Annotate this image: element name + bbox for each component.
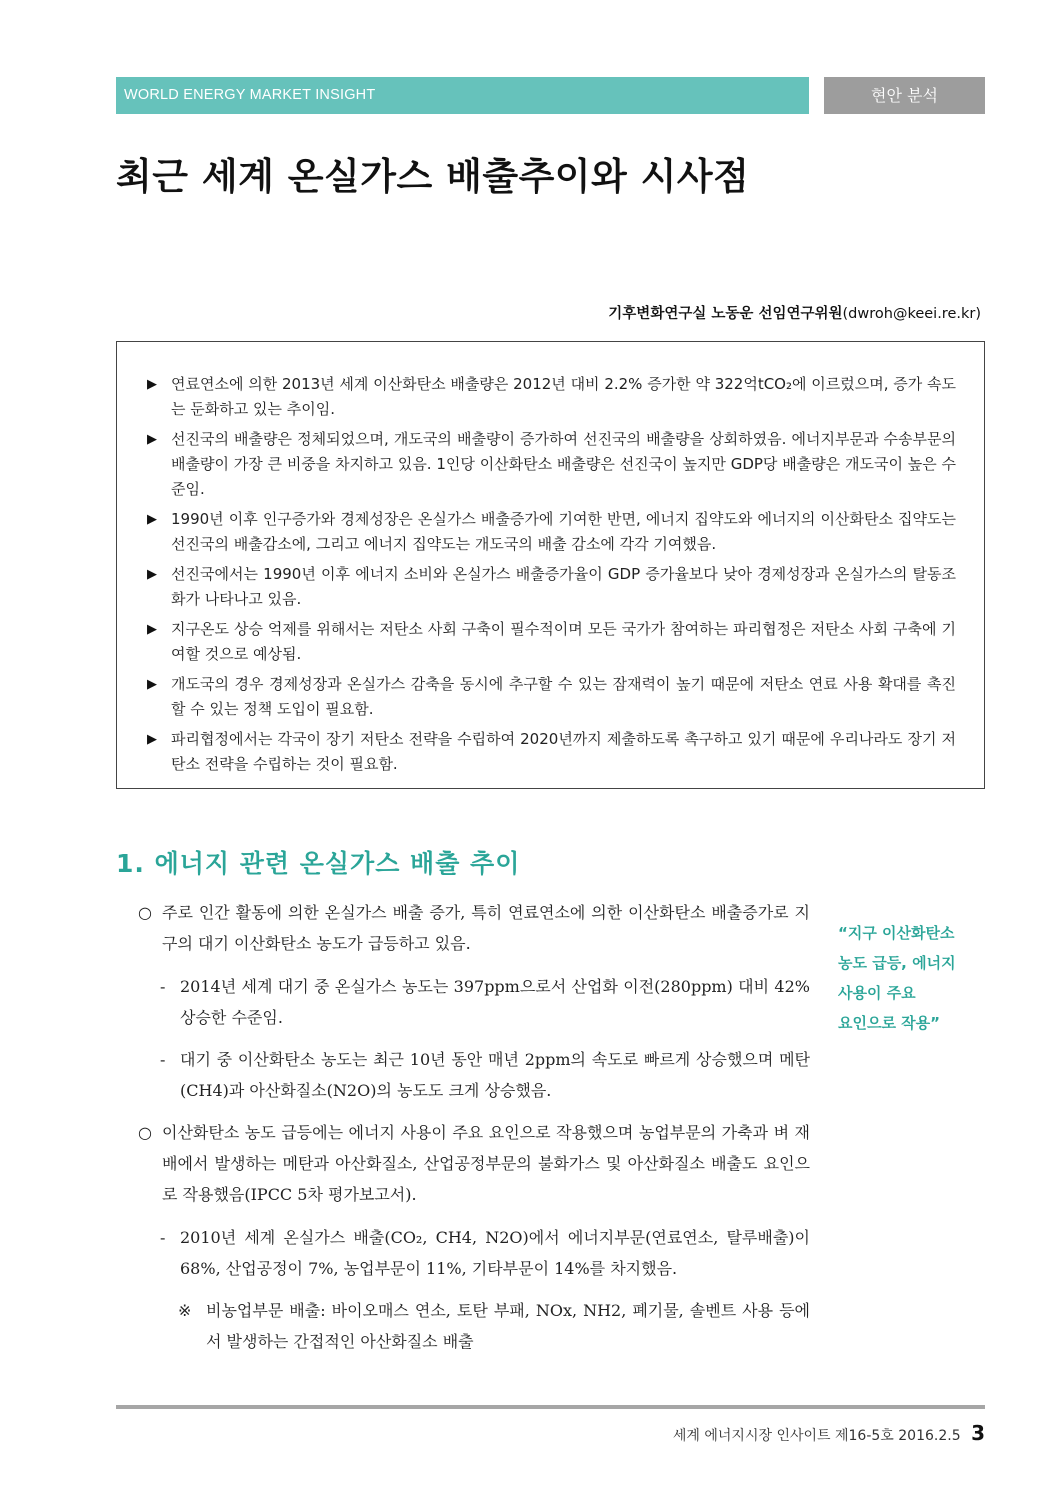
sub-paragraph (138, 1044, 810, 1106)
paragraph-text: 주로 인간 활동에 의한 온실가스 배출 증가, 특히 연료연소에 의한 이산화탄소 배출증가로 지구의 대기 이산화탄소 농도가 급등하고 있음. (162, 903, 810, 953)
summary-item (145, 372, 956, 422)
sidebar-pull-quote (838, 918, 988, 1038)
triangle-bullet-icon: ▶ (147, 512, 157, 527)
summary-item (145, 427, 956, 502)
sub-paragraph-text: 2014년 세계 대기 중 온실가스 농도는 397ppm으로서 산업화 이전(280ppm) 대비 42% 상승한 수준임. (180, 977, 810, 1027)
summary-list (145, 372, 956, 777)
triangle-bullet-icon: ▶ (147, 432, 157, 447)
pull-quote-line: 요인으로 작용” (838, 1014, 941, 1032)
sub-paragraph-text: 대기 중 이산화탄소 농도는 최근 10년 동안 매년 2ppm의 속도로 빠르게 상승했으며 메탄(CH4)과 아산화질소(N2O)의 농도도 크게 상승했음. (180, 1050, 810, 1100)
dash-bullet-icon: - (160, 1228, 166, 1247)
summary-item (145, 672, 956, 722)
section-tag-label: 현안 분석 (871, 86, 938, 105)
body-paragraph (138, 897, 810, 959)
summary-item (145, 727, 956, 777)
page-number: 3 (971, 1421, 985, 1445)
body-paragraph (138, 1117, 810, 1210)
sub-paragraph (138, 971, 810, 1033)
issue-info: 제16-5호 2016.2.5 (835, 1428, 961, 1444)
page-footer (673, 1421, 985, 1445)
summary-item-text: 1990년 이후 인구증가와 경제성장은 온실가스 배출증가에 기여한 반면, 에너지 집약도와 에너지의 이산화탄소 집약도는 선진국의 배출감소에, 그리고 에너지 집약도는 개도국의 배출 감소에 각각 기여했음. (171, 510, 956, 553)
circle-bullet-icon: ○ (138, 1123, 152, 1142)
summary-item (145, 507, 956, 557)
note-paragraph (138, 1295, 810, 1357)
summary-item-text: 지구온도 상승 억제를 위해서는 저탄소 사회 구축이 필수적이며 모든 국가가 참여하는 파리협정은 저탄소 사회 구축에 기여할 것으로 예상됨. (171, 620, 956, 663)
footer-divider (116, 1405, 985, 1409)
publication-name: 세계 에너지시장 인사이트 (672, 1428, 831, 1444)
author-name: 기후변화연구실 노동운 선임연구위원 (608, 306, 843, 322)
author-email: (dwroh@keei.re.kr) (842, 306, 981, 322)
triangle-bullet-icon: ▶ (147, 732, 157, 747)
summary-item-text: 파리협정에서는 각국이 장기 저탄소 전략을 수립하여 2020년까지 제출하도록 촉구하고 있기 때문에 우리나라도 장기 저탄소 전략을 수립하는 것이 필요함. (171, 730, 956, 773)
triangle-bullet-icon: ▶ (147, 677, 157, 692)
circle-bullet-icon: ○ (138, 903, 152, 922)
dash-bullet-icon: - (160, 1050, 166, 1069)
pull-quote-line: 농도 급등, 에너지 (838, 954, 956, 972)
body-column (138, 897, 810, 1357)
summary-item-text: 선진국에서는 1990년 이후 에너지 소비와 온실가스 배출증가율이 GDP 증가율보다 낮아 경제성장과 온실가스의 탈동조화가 나타나고 있음. (171, 565, 956, 608)
pull-quote-line: 사용이 주요 (838, 984, 916, 1002)
summary-item-text: 선진국의 배출량은 정체되었으며, 개도국의 배출량이 증가하여 선진국의 배출량을 상회하였음. 에너지부문과 수송부문의 배출량이 가장 큰 비중을 차지하고 있음. 1인당 이산화탄소 배출량은 선진국이 높지만 GDP당 배출량은 개도국이 높은 수준임. (171, 430, 956, 498)
dash-bullet-icon: - (160, 977, 166, 996)
triangle-bullet-icon: ▶ (147, 377, 157, 392)
summary-box (116, 341, 985, 789)
triangle-bullet-icon: ▶ (147, 622, 157, 637)
series-title: WORLD ENERGY MARKET INSIGHT (124, 87, 376, 103)
summary-item-text: 개도국의 경우 경제성장과 온실가스 감축을 동시에 추구할 수 있는 잠재력이 높기 때문에 저탄소 연료 사용 확대를 촉진할 수 있는 정책 도입이 필요함. (171, 675, 956, 718)
summary-item (145, 617, 956, 667)
note-text: 비농업부문 배출: 바이오매스 연소, 토탄 부패, NOx, NH2, 폐기물, 솔벤트 사용 등에서 발생하는 간접적인 아산화질소 배출 (206, 1301, 810, 1351)
summary-item-text: 연료연소에 의한 2013년 세계 이산화탄소 배출량은 2012년 대비 2.2% 증가한 약 322억tCO₂에 이르렀으며, 증가 속도는 둔화하고 있는 추이임. (171, 375, 956, 418)
sub-paragraph-text: 2010년 세계 온실가스 배출(CO₂, CH4, N2O)에서 에너지부문(연료연소, 탈루배출)이 68%, 산업공정이 7%, 농업부문이 11%, 기타부문이 14%를 차지했음. (180, 1228, 810, 1278)
triangle-bullet-icon: ▶ (147, 567, 157, 582)
pull-quote-line: “지구 이산화탄소 (838, 924, 955, 942)
sub-paragraph (138, 1222, 810, 1284)
article-title: 최근 세계 온실가스 배출추이와 시사점 (116, 155, 750, 198)
reference-mark-icon: ※ (178, 1301, 192, 1320)
paragraph-text: 이산화탄소 농도 급등에는 에너지 사용이 주요 요인으로 작용했으며 농업부문의 가축과 벼 재배에서 발생하는 메탄과 아산화질소, 산업공정부문의 불화가스 및 아산화질소 배출도 요인으로 작용했음(IPCC 5차 평가보고서). (162, 1123, 810, 1204)
section-tag (824, 77, 985, 114)
author-line (608, 302, 981, 323)
section-heading: 1. 에너지 관련 온실가스 배출 추이 (116, 849, 521, 878)
series-header-bar (116, 77, 809, 114)
summary-item (145, 562, 956, 612)
